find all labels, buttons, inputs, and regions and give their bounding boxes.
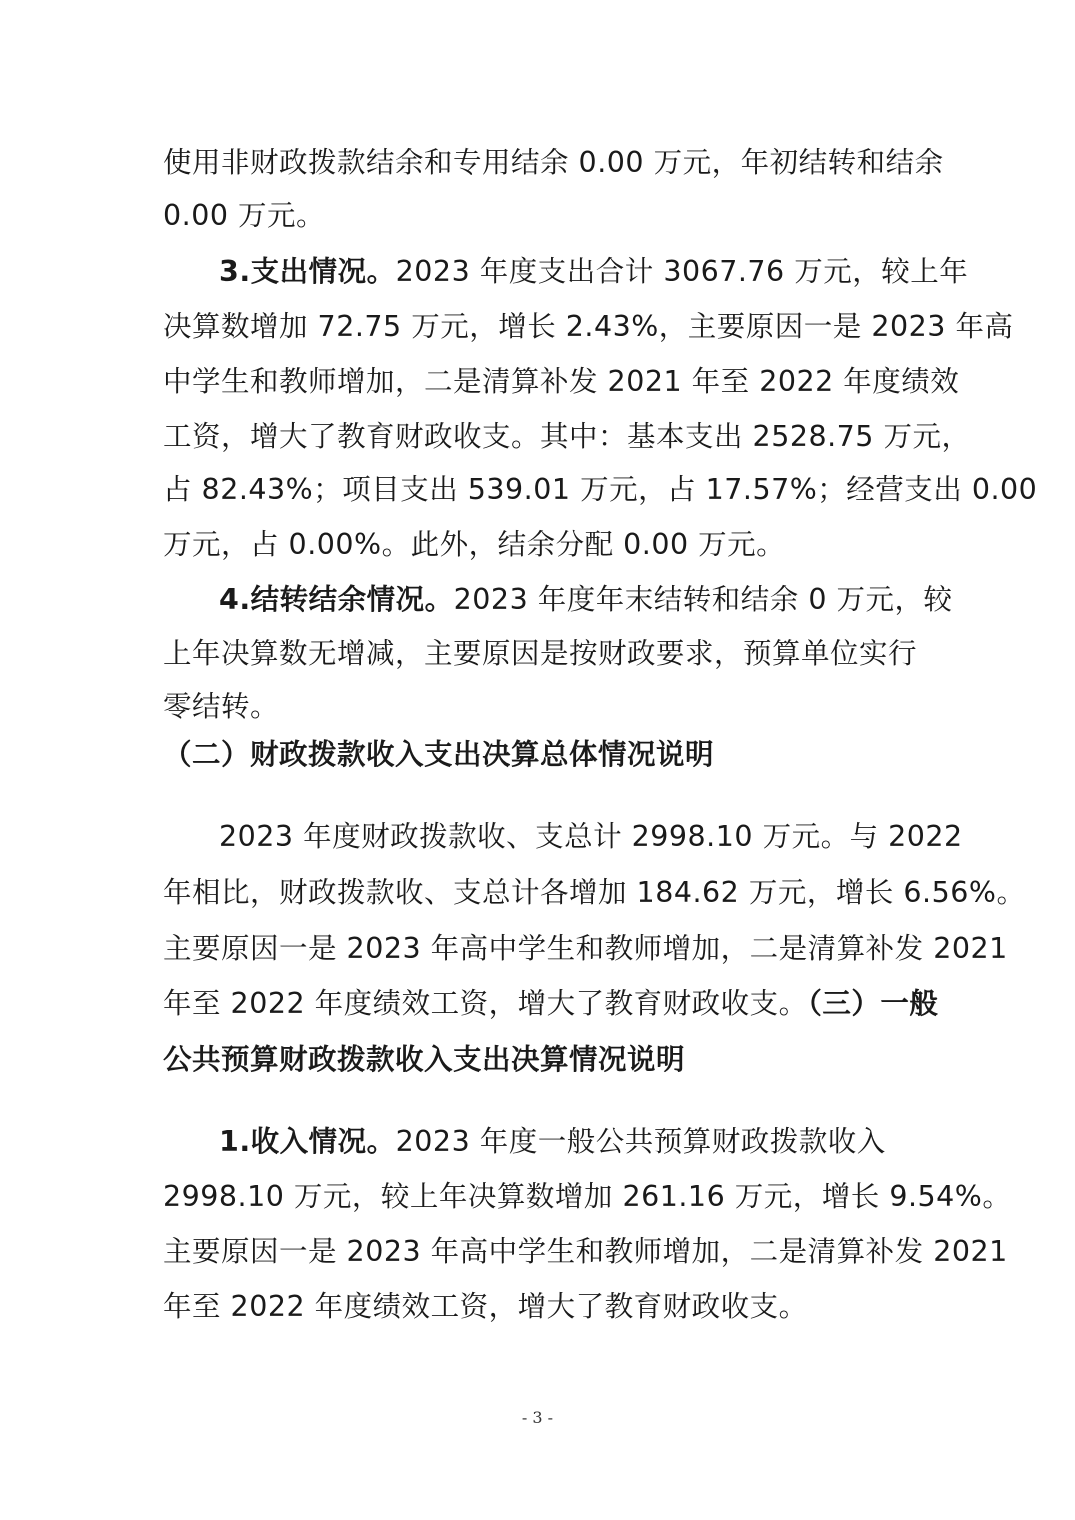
section-label: 1.收入情况。 — [219, 1125, 396, 1158]
section-heading — [163, 736, 913, 774]
paragraph-line — [219, 818, 963, 856]
paragraph-line — [163, 688, 913, 726]
line-text: 万元，占 0.00%。此外，结余分配 0.00 万元。 — [163, 528, 786, 561]
paragraph-line — [163, 526, 913, 564]
inline-heading: （三）一般 — [807, 987, 939, 1020]
line-text: 决算数增加 72.75 万元，增长 2.43%，主要原因一是 2023 年高 — [163, 310, 1014, 343]
line-text: 中学生和教师增加，二是清算补发 2021 年至 2022 年度绩效 — [163, 365, 960, 398]
line-text: 上年决算数无增减，主要原因是按财政要求，预算单位实行 — [163, 637, 918, 670]
line-text: 使用非财政拨款结余和专用结余 0.00 万元，年初结转和结余 — [163, 146, 944, 179]
paragraph-line — [219, 1123, 913, 1161]
paragraph-line — [163, 635, 918, 673]
line-text: 年相比，财政拨款收、支总计各增加 184.62 万元，增长 6.56%。 — [163, 876, 1026, 909]
paragraph-line — [163, 418, 971, 456]
paragraph-line — [219, 581, 953, 619]
line-text: 2023 年度财政拨款收、支总计 2998.10 万元。与 2022 — [219, 820, 963, 853]
line-text: 2023 年度支出合计 3067.76 万元，较上年 — [395, 255, 969, 288]
line-text: 年至 2022 年度绩效工资，增大了教育财政收支。 — [163, 1290, 808, 1323]
section-heading — [163, 1041, 913, 1079]
line-text: 零结转。 — [163, 690, 280, 723]
paragraph-line — [163, 985, 939, 1023]
paragraph-line — [163, 930, 1008, 968]
paragraph-line — [163, 874, 1026, 912]
paragraph-line — [219, 253, 969, 291]
line-text: 2998.10 万元，较上年决算数增加 261.16 万元，增长 9.54%。 — [163, 1180, 1012, 1213]
line-text: 2023 年度年末结转和结余 0 万元，较 — [453, 583, 953, 616]
paragraph-line — [163, 1233, 1008, 1271]
section-label: 3.支出情况。 — [219, 255, 396, 288]
line-text: 0.00 万元。 — [163, 199, 326, 232]
line-text: 主要原因一是 2023 年高中学生和教师增加，二是清算补发 2021 — [163, 1235, 1008, 1268]
paragraph-line — [163, 197, 913, 235]
line-text: 2023 年度一般公共预算财政拨款收入 — [395, 1125, 886, 1158]
paragraph-line — [163, 471, 1038, 509]
page-number: - 3 - — [521, 1408, 554, 1427]
line-text: 年至 2022 年度绩效工资，增大了教育财政收支。 — [163, 987, 808, 1020]
line-text: 主要原因一是 2023 年高中学生和教师增加，二是清算补发 2021 — [163, 932, 1008, 965]
paragraph-line — [163, 363, 960, 401]
paragraph-line — [163, 1288, 913, 1326]
heading-text: （二）财政拨款收入支出决算总体情况说明 — [163, 738, 715, 771]
paragraph-line — [163, 308, 1014, 346]
line-text: 占 82.43%；项目支出 539.01 万元，占 17.57%；经营支出 0.00 — [163, 473, 1038, 506]
paragraph-line — [163, 144, 944, 182]
line-text: 工资，增大了教育财政收支。其中：基本支出 2528.75 万元， — [163, 420, 971, 453]
paragraph-line — [163, 1178, 1012, 1216]
section-label: 4.结转结余情况。 — [219, 583, 454, 616]
heading-text: 公共预算财政拨款收入支出决算情况说明 — [163, 1043, 686, 1076]
